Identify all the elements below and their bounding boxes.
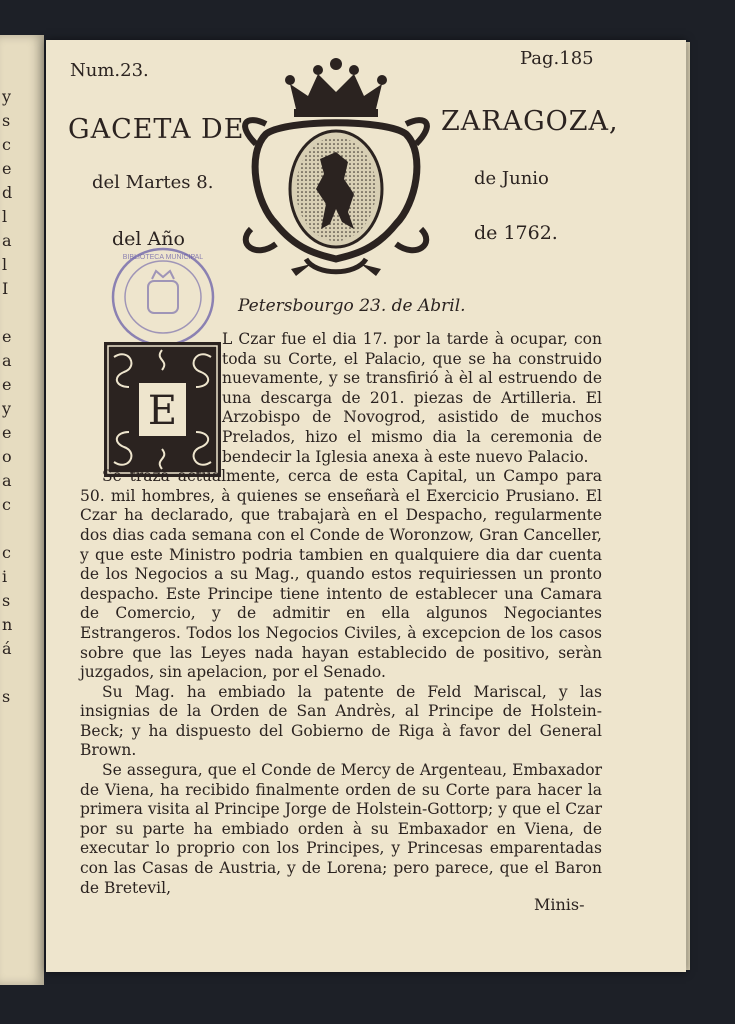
fragment-letter: s <box>2 687 11 706</box>
issue-number: Num.23. <box>70 60 149 81</box>
title-left: GACETA DE <box>68 114 245 145</box>
fragment-letter: c <box>2 135 11 154</box>
fragment-letter: e <box>2 327 12 346</box>
fragment-letter <box>2 661 14 685</box>
date-day: del Martes 8. <box>92 172 214 193</box>
fragment-letter: e <box>2 423 12 442</box>
gazette-page <box>46 40 686 972</box>
paragraph-1: L Czar fue el dia 17. por la tarde à ocupar, con toda su Corte, el Palacio, que se ha construido nuevamente, y se transfirió à èl al estruendo de una descarga de 201. piezas de Artilleria. El Arzobispo de Novogrod, asistido de muchos Prelados, hizo el mismo dia la ceremonia de bendecir la Iglesia anexa à este nuevo Palacio. <box>222 330 602 466</box>
fragment-letter: a <box>2 471 12 490</box>
fragment-letter: i <box>2 567 8 586</box>
fragment-letter: y <box>2 399 12 418</box>
fragment-letter: a <box>2 231 12 250</box>
fragment-letter <box>2 517 14 541</box>
catchword: Minis- <box>534 895 585 914</box>
fragment-letter: o <box>2 447 12 466</box>
fragment-letter: y <box>2 87 12 106</box>
coat-of-arms-crest <box>236 54 436 276</box>
fragment-letter: s <box>2 591 11 610</box>
stamp-text: BIBLIOTECA MUNICIPAL <box>122 254 204 261</box>
fragment-letter: n <box>2 615 13 634</box>
page-number: Pag.185 <box>520 48 594 69</box>
date-month: de Junio <box>474 168 549 189</box>
previous-page-edge <box>0 35 44 985</box>
article-body <box>80 330 602 898</box>
fragment-letter: I <box>2 279 9 298</box>
fragment-letter: s <box>2 111 11 130</box>
paragraph-4: Se assegura, que el Conde de Mercy de Argenteau, Embaxador de Viena, ha recibido finalmente orden de su Corte para hacer la primera visita al Principe Jorge de Holstein-Gottorp; y que el Czar por su parte ha embiado orden à su Embaxador en Viena, de executar lo proprio con los Principes, y Princesas emparentadas con las Casas de Austria, y de Lorena; pero parece, que el Baron de Bretevil, <box>80 761 602 897</box>
fragment-letter: e <box>2 159 12 178</box>
fragment-letter: l <box>2 207 8 226</box>
paragraph-3: Su Mag. ha embiado la patente de Feld Mariscal, y las insignias de la Orden de San Andrès, al Principe de Holstein-Beck; y ha dispuesto del Gobierno de Riga à favor del General Brown. <box>80 682 602 760</box>
fragment-letter: c <box>2 495 11 514</box>
dateline: Petersbourgo 23. de Abril. <box>238 296 466 316</box>
previous-page-fragments <box>2 85 14 709</box>
fragment-letter: l <box>2 255 8 274</box>
fragment-letter: e <box>2 375 12 394</box>
fragment-letter <box>2 301 14 325</box>
fragment-letter: a <box>2 351 12 370</box>
title-right: ZARAGOZA, <box>441 106 619 137</box>
paragraph-2: Se traza actualmente, cerca de esta Capital, un Campo para 50. mil hombres, à quienes se enseñarà el Exercicio Prusiano. El Czar ha declarado, que trabajarà en el Despacho, regularmente dos dias cada semana con el Conde de Woronzow, Gran Canceller, y que este Ministro podria tambien en qualquiere dia dar cuenta de los Negocios a su Mag., quando estos requiriessen un pronto despacho. Este Principe tiene intento de establecer una Camara de Comercio, y de admitir en ella algunos Negociantes Estrangeros. Todos los Negocios Civiles, à excepcion de los casos sobre que las Leyes nada hayan establecido de positivo, seràn juzgados, sin apelacion, por el Senado. <box>80 467 602 682</box>
year-value: de 1762. <box>474 222 558 244</box>
fragment-letter: á <box>2 639 12 658</box>
fragment-letter: c <box>2 543 11 562</box>
year-label: del Año <box>112 228 185 250</box>
initial-letter: E <box>147 388 178 434</box>
fragment-letter: d <box>2 183 13 202</box>
